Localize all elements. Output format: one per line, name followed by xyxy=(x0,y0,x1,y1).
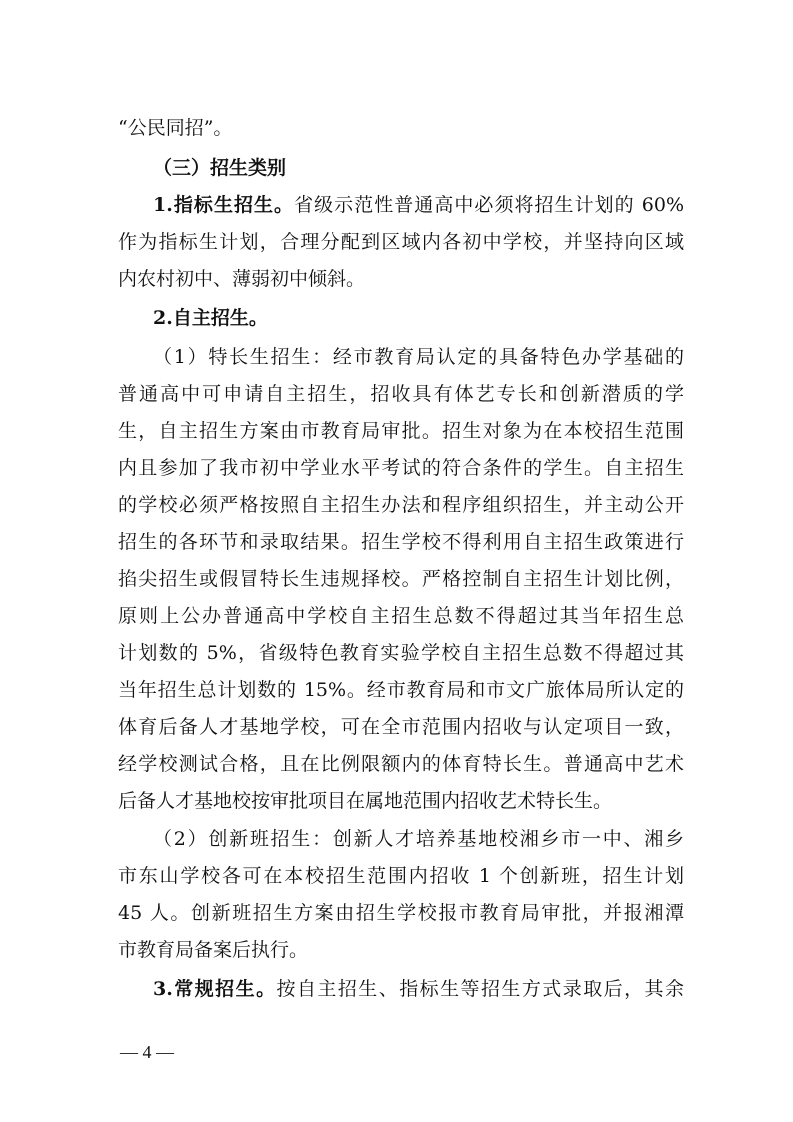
item1-line2: 作为指标生计划，合理分配到区域内各初中学校，并坚持向区域 xyxy=(118,231,684,253)
item3-title: 3.常规招生。 xyxy=(153,978,277,1000)
item1-line1 xyxy=(153,190,684,220)
item1-line1-text: 省级示范性普通高中必须将招生计划的 60% xyxy=(294,194,684,216)
item2-sub2-line3: 45 人。创新班招生方案由招生学校报市教育局审批，并报湘潭 xyxy=(118,902,684,924)
item2-sub1-line13: 后备人才基地校按审批项目在属地范围内招收艺术特长生。 xyxy=(118,790,613,812)
item1-title: 1.指标生招生。 xyxy=(153,194,295,216)
item2-title: 2.自主招生。 xyxy=(153,307,268,329)
item2-sub1-line11: 体育后备人才基地学校，可在全市范围内招收与认定项目一致， xyxy=(118,716,684,738)
item2-sub1-line5: 的学校必须严格按照自主招生办法和程序组织招生，并主动公开 xyxy=(118,494,684,516)
opening-line: “公民同招”。 xyxy=(118,117,233,139)
item2-sub1-line7: 掐尖招生或假冒特长生违规择校。严格控制自主招生计划比例， xyxy=(118,568,684,590)
item2-sub1-line3: 生，自主招生方案由市教育局审批。招生对象为在本校招生范围 xyxy=(118,420,684,442)
item2-sub1-line1: （1）特长生招生：经市教育局认定的具备特色办学基础的 xyxy=(153,346,684,368)
item2-sub2-line4: 市教育局备案后执行。 xyxy=(118,939,309,961)
item2-sub1-line2: 普通高中可申请自主招生，招收具有体艺专长和创新潜质的学 xyxy=(118,383,684,405)
item2-sub2-line1: （2）创新班招生：创新人才培养基地校湘乡市一中、湘乡 xyxy=(153,828,684,850)
item1-line3: 内农村初中、薄弱初中倾斜。 xyxy=(118,268,366,290)
item2-sub1-line9: 计划数的 5%，省级特色教育实验学校自主招生总数不得超过其 xyxy=(118,642,684,664)
item3-line1 xyxy=(153,974,684,1004)
item2-sub2-line2: 市东山学校各可在本校招生范围内招收 1 个创新班，招生计划 xyxy=(118,865,684,887)
item2-sub1-line10: 当年招生总计划数的 15%。经市教育局和市文广旅体局所认定的 xyxy=(118,679,684,701)
item2-sub1-line4: 内且参加了我市初中学业水平考试的符合条件的学生。自主招生 xyxy=(118,457,684,479)
section-heading: （三）招生类别 xyxy=(153,157,287,179)
item2-sub1-line6: 招生的各环节和录取结果。招生学校不得利用自主招生政策进行 xyxy=(118,531,684,553)
item2-sub1-line12: 经学校测试合格，且在比例限额内的体育特长生。普通高中艺术 xyxy=(118,753,684,775)
page-number: — 4 — xyxy=(120,1042,174,1062)
item2-sub1-line8: 原则上公办普通高中学校自主招生总数不得超过其当年招生总 xyxy=(118,605,684,627)
item3-line1-text: 按自主招生、指标生等招生方式录取后，其余 xyxy=(276,978,684,1000)
